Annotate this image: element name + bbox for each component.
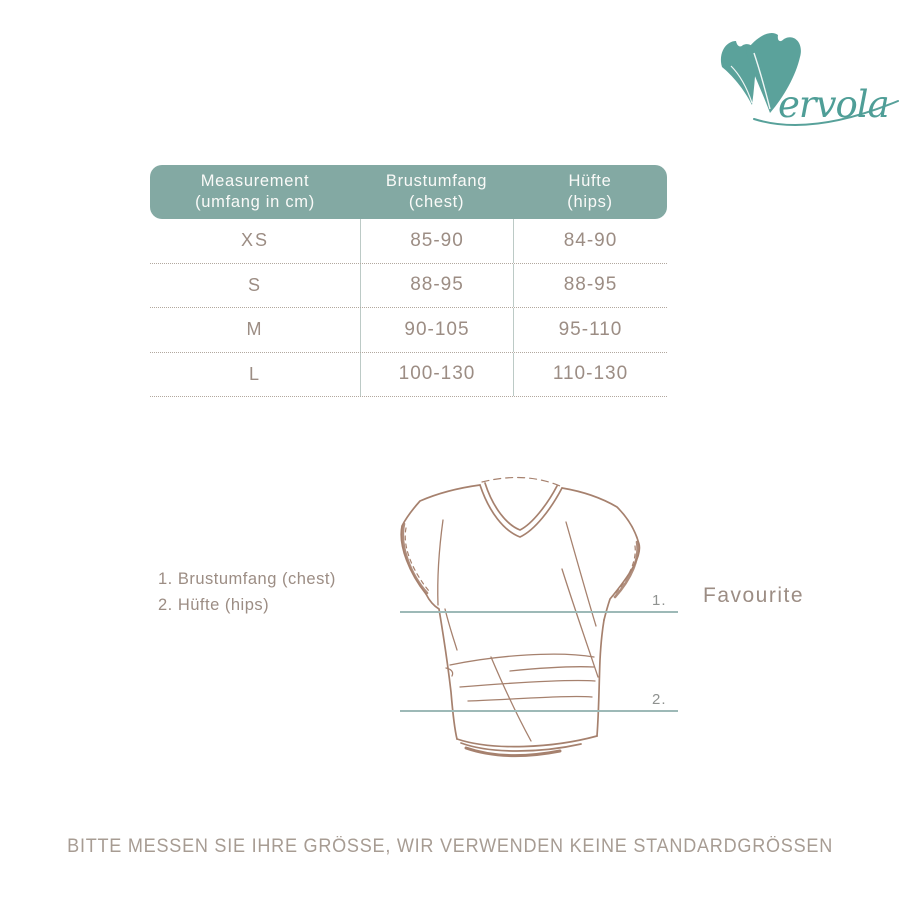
chest-range: 85-90 <box>360 219 513 263</box>
chest-range: 100-130 <box>360 353 513 397</box>
hips-range: 88-95 <box>513 264 667 308</box>
measurement-legend <box>158 566 336 618</box>
header-title: Brustumfang <box>385 172 488 190</box>
footer-note <box>0 836 900 858</box>
brand-logo <box>700 25 900 143</box>
header-subtitle: (umfang in cm) <box>195 193 315 211</box>
size-label: XS <box>240 230 269 251</box>
header-subtitle: (chest) <box>408 193 465 211</box>
chest-range: 88-95 <box>360 264 513 308</box>
header-subtitle: (hips) <box>567 193 613 211</box>
header-title: Measurement <box>200 172 310 190</box>
hips-range: 110-130 <box>513 353 667 397</box>
hips-measure-line <box>400 710 678 712</box>
hips-range: 95-110 <box>513 308 667 352</box>
legend-item-hips: 2. Hüfte (hips) <box>158 596 270 614</box>
footer-note-text: BITTE MESSEN SIE IHRE GRÖSSE, WIR VERWENDEN KEINE STANDARDGRÖSSEN <box>67 836 833 857</box>
header-col-chest <box>360 165 513 219</box>
table-row-l <box>150 353 667 398</box>
header-title: Hüfte <box>568 172 612 190</box>
size-label: L <box>248 363 261 384</box>
size-table-header <box>150 165 667 219</box>
table-row-m <box>150 308 667 353</box>
chest-line-marker: 1. <box>652 592 667 609</box>
size-label: S <box>247 274 262 295</box>
header-col-measurement <box>150 165 360 219</box>
brand-name: ervola <box>778 83 889 126</box>
legend-item-chest: 1. Brustumfang (chest) <box>158 570 336 588</box>
header-col-hips <box>513 165 667 219</box>
hips-line-marker: 2. <box>652 691 667 708</box>
chest-range: 90-105 <box>360 308 513 352</box>
hips-range: 84-90 <box>513 219 667 263</box>
size-label: M <box>246 319 264 340</box>
product-caption: Favourite <box>703 584 805 607</box>
table-row-s <box>150 264 667 309</box>
size-table-body <box>150 219 667 397</box>
table-row-xs <box>150 219 667 264</box>
tshirt-sketch-icon <box>388 474 680 774</box>
chest-measure-line <box>400 611 678 613</box>
